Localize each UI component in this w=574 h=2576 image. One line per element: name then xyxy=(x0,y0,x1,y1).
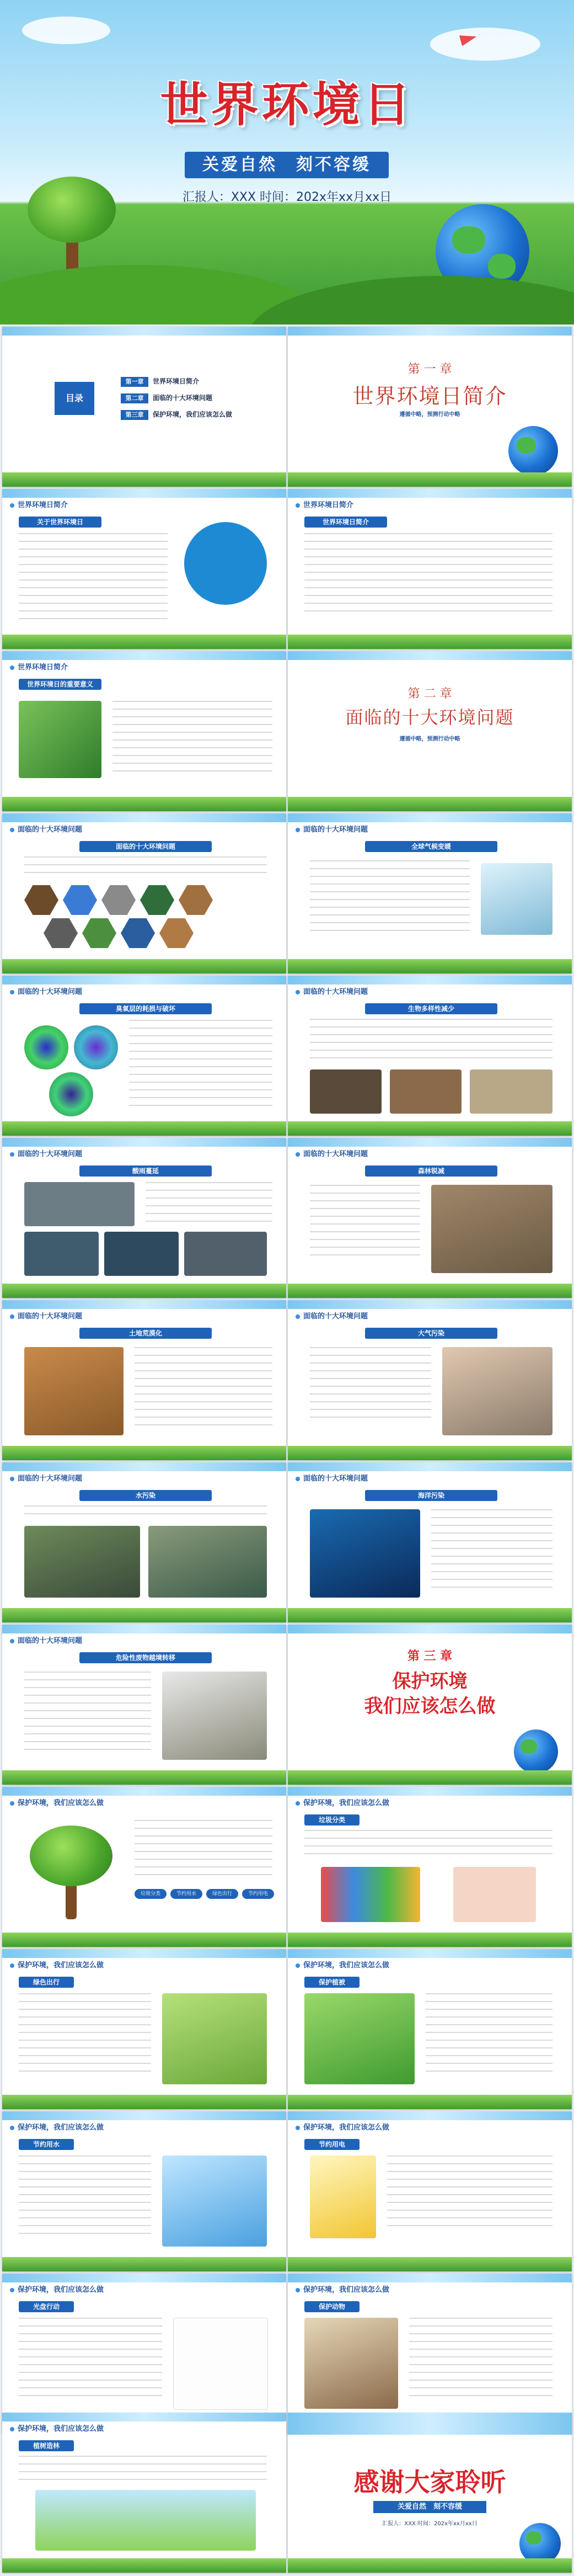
hex-photo xyxy=(44,918,78,948)
body-text xyxy=(426,1993,552,2076)
slide-heading: 保护环境，我们应该怎么做 xyxy=(10,1797,104,1807)
toc-slide xyxy=(2,327,286,487)
body-text xyxy=(310,860,470,938)
toc-heading: 目录 xyxy=(55,382,94,415)
slide-bar: 臭氧层的耗损与破坏 xyxy=(79,1003,212,1014)
water-tap-photo xyxy=(162,2155,267,2247)
slide-bar: 面临的十大环境问题 xyxy=(79,841,212,852)
content-slide xyxy=(2,2274,286,2434)
photo xyxy=(184,1232,267,1276)
chapter-title: 世界环境日简介 xyxy=(352,384,507,408)
body-text xyxy=(19,2318,162,2401)
content-slide xyxy=(2,489,286,649)
recycle-bins-photo xyxy=(321,1867,420,1922)
slide-bar: 酸雨蔓延 xyxy=(79,1165,212,1177)
slide-heading: 世界环境日简介 xyxy=(296,499,353,509)
slide-heading: 面临的十大环境问题 xyxy=(10,1472,82,1483)
body-text xyxy=(24,1505,267,1521)
bicycle-photo xyxy=(162,1993,267,2084)
body-text xyxy=(19,1993,151,2076)
photo xyxy=(148,1526,267,1598)
cover-slide xyxy=(0,0,574,324)
body-text xyxy=(19,2155,151,2238)
ozone-map xyxy=(24,1025,68,1069)
chapter-sub: 遵循中略，预测行动中略 xyxy=(399,736,460,742)
photo xyxy=(19,701,101,778)
desert-photo xyxy=(24,1347,124,1435)
tree-icon xyxy=(24,1820,118,1925)
content-slide xyxy=(2,1462,286,1622)
polar-bear-photo xyxy=(481,863,552,935)
slide-heading: 面临的十大环境问题 xyxy=(296,1472,368,1483)
photo xyxy=(310,1069,382,1114)
slide-heading: 保护环境，我们应该怎么做 xyxy=(10,2284,104,2294)
chapter-number: 第 三 章 xyxy=(407,1649,453,1663)
slide-bar: 森林锐减 xyxy=(365,1165,497,1177)
slide-heading: 面临的十大环境问题 xyxy=(296,823,368,834)
hex-photo xyxy=(179,885,213,915)
slide-heading: 面临的十大环境问题 xyxy=(10,986,82,996)
chapter-number: 第 二 章 xyxy=(407,687,452,701)
hill xyxy=(248,276,574,324)
slide-bar: 土地荒漠化 xyxy=(79,1328,212,1339)
children-illustration xyxy=(453,1867,536,1922)
body-text xyxy=(24,856,267,879)
cover-subtitle: 关爱自然 刻不容缓 xyxy=(185,152,389,178)
ending-meta: 汇报人：XXX 时间：202x年xx月xx日 xyxy=(382,2521,478,2527)
chapter-title: 我们应该怎么做 xyxy=(364,1695,496,1717)
body-text xyxy=(129,1020,272,1108)
toc-item[interactable]: 第二章 面临的十大环境问题 xyxy=(121,393,212,404)
slide-bar: 世界环境日简介 xyxy=(304,517,387,528)
toc-item[interactable]: 第三章 保护环境，我们应该怎么做 xyxy=(121,409,232,421)
body-text xyxy=(24,1672,151,1754)
slide-heading: 面临的十大环境问题 xyxy=(10,1310,82,1321)
content-slide xyxy=(288,1462,572,1622)
kids-planting-illustration xyxy=(35,2490,256,2551)
globe-icon xyxy=(508,426,558,476)
toc-item[interactable]: 第一章 世界环境日简介 xyxy=(121,376,199,387)
slide-bar: 光盘行动 xyxy=(19,2301,74,2312)
tree-icon xyxy=(22,166,121,276)
body-text xyxy=(310,1019,552,1063)
body-text xyxy=(304,533,552,616)
content-slide xyxy=(2,2111,286,2271)
chapter-number: 第 一 章 xyxy=(407,363,452,376)
slide-bar: 垃圾分类 xyxy=(304,1814,360,1825)
slide-bar: 水污染 xyxy=(79,1490,212,1501)
content-slide xyxy=(288,1300,572,1460)
slide-heading: 保护环境，我们应该怎么做 xyxy=(10,2121,104,2132)
action-pill: 节约用水 xyxy=(170,1889,202,1899)
action-pill: 绿色出行 xyxy=(206,1889,238,1899)
cloud xyxy=(430,28,540,61)
plate-illustration xyxy=(173,2318,268,2410)
factory-photo xyxy=(442,1347,552,1435)
content-slide xyxy=(2,1949,286,2109)
body-text xyxy=(310,1185,420,1262)
slide-heading: 面临的十大环境问题 xyxy=(10,823,82,834)
slide-heading: 面临的十大环境问题 xyxy=(10,1635,82,1645)
photo xyxy=(24,1526,140,1598)
chapter-slide xyxy=(288,327,572,487)
un-logo-icon xyxy=(184,522,267,605)
slide-bar: 大气污染 xyxy=(365,1328,497,1339)
slide-bar: 生物多样性减少 xyxy=(365,1003,497,1014)
action-pill: 节约用电 xyxy=(242,1889,274,1899)
slide-heading: 面临的十大环境问题 xyxy=(296,1148,368,1158)
slide-bar: 植树造林 xyxy=(19,2440,74,2451)
body-text xyxy=(431,1509,552,1592)
content-slide xyxy=(2,2413,286,2573)
hex-photo xyxy=(140,885,174,915)
slide-bar: 保护动物 xyxy=(304,2301,360,2312)
hex-photo xyxy=(82,918,116,948)
body-text xyxy=(146,1182,272,1226)
content-slide xyxy=(2,1625,286,1785)
slide-heading: 世界环境日简介 xyxy=(10,661,68,672)
chapter-sub: 遵循中略，预测行动中略 xyxy=(399,412,460,418)
slide-bar: 节约用水 xyxy=(19,2139,74,2150)
body-text xyxy=(387,2155,552,2227)
content-slide xyxy=(2,1300,286,1460)
content-slide xyxy=(2,1787,286,1947)
ending-subtitle: 关爱自然 刻不容缓 xyxy=(373,2501,486,2513)
ozone-map xyxy=(74,1025,118,1069)
body-text xyxy=(19,2456,267,2483)
photo xyxy=(431,1185,552,1273)
hex-photo xyxy=(159,918,194,948)
body-text xyxy=(304,1830,552,1858)
content-slide xyxy=(2,813,286,973)
photo xyxy=(104,1232,179,1276)
photo xyxy=(24,1182,135,1226)
hex-photo xyxy=(101,885,136,915)
slide-bar: 绿色出行 xyxy=(19,1977,74,1988)
content-slide xyxy=(288,1949,572,2109)
hex-photo xyxy=(121,918,155,948)
hex-photo xyxy=(24,885,58,915)
cover-meta: 汇报人：XXX 时间：202x年xx月xx日 xyxy=(182,190,392,204)
ending-slide xyxy=(288,2413,572,2573)
planting-photo xyxy=(304,1993,415,2084)
slide-bar: 保护植被 xyxy=(304,1977,360,1988)
body-text xyxy=(135,1820,272,1881)
ending-title: 感谢大家聆听 xyxy=(353,2467,506,2497)
body-text xyxy=(409,2318,552,2401)
photo xyxy=(24,1232,99,1276)
slide-bar: 关于世界环境日 xyxy=(19,517,101,528)
cover-title: 世界环境日 xyxy=(160,77,414,132)
slide-heading: 面临的十大环境问题 xyxy=(296,1310,368,1321)
content-slide xyxy=(2,976,286,1136)
slide-heading: 保护环境，我们应该怎么做 xyxy=(10,1959,104,1970)
content-slide xyxy=(2,1138,286,1298)
chapter-title: 保护环境 xyxy=(392,1670,468,1693)
content-slide xyxy=(288,813,572,973)
action-pill: 垃圾分类 xyxy=(135,1889,167,1899)
lightbulb-poster xyxy=(310,2155,376,2238)
slide-heading: 面临的十大环境问题 xyxy=(10,1148,82,1158)
slide-bar: 海洋污染 xyxy=(365,1490,497,1501)
slide-heading: 面临的十大环境问题 xyxy=(296,986,368,996)
content-slide xyxy=(288,489,572,649)
body-text xyxy=(310,1347,431,1424)
photo xyxy=(162,1672,267,1760)
content-slide xyxy=(288,1138,572,1298)
slide-heading: 保护环境，我们应该怎么做 xyxy=(296,1797,389,1807)
slide-bar: 世界环境日的重要意义 xyxy=(19,679,101,690)
content-slide xyxy=(288,1787,572,1947)
content-slide xyxy=(288,2274,572,2434)
content-slide xyxy=(288,2111,572,2271)
body-text xyxy=(19,533,168,621)
cloud xyxy=(22,17,110,44)
slide-bar: 全球气候变暖 xyxy=(365,841,497,852)
content-slide xyxy=(288,976,572,1136)
slide-heading: 保护环境，我们应该怎么做 xyxy=(296,1959,389,1970)
slide-heading: 保护环境，我们应该怎么做 xyxy=(296,2121,389,2132)
chapter-slide xyxy=(288,651,572,811)
body-text xyxy=(112,701,272,778)
ozone-map xyxy=(49,1072,93,1116)
globe-icon xyxy=(514,1729,558,1774)
slide-heading: 保护环境，我们应该怎么做 xyxy=(10,2423,104,2433)
slide-heading: 世界环境日简介 xyxy=(10,499,68,509)
photo xyxy=(470,1069,552,1114)
ocean-photo xyxy=(310,1509,420,1598)
chapter-slide xyxy=(288,1625,572,1785)
animal-photo xyxy=(304,2318,398,2409)
photo xyxy=(390,1069,462,1114)
slide-heading: 保护环境，我们应该怎么做 xyxy=(296,2284,389,2294)
hex-photo xyxy=(63,885,97,915)
content-slide xyxy=(2,651,286,811)
chapter-title: 面临的十大环境问题 xyxy=(345,707,514,728)
slide-bar: 节约用电 xyxy=(304,2139,360,2150)
body-text xyxy=(135,1347,272,1430)
slide-bar: 危险性废物越境转移 xyxy=(79,1652,212,1663)
